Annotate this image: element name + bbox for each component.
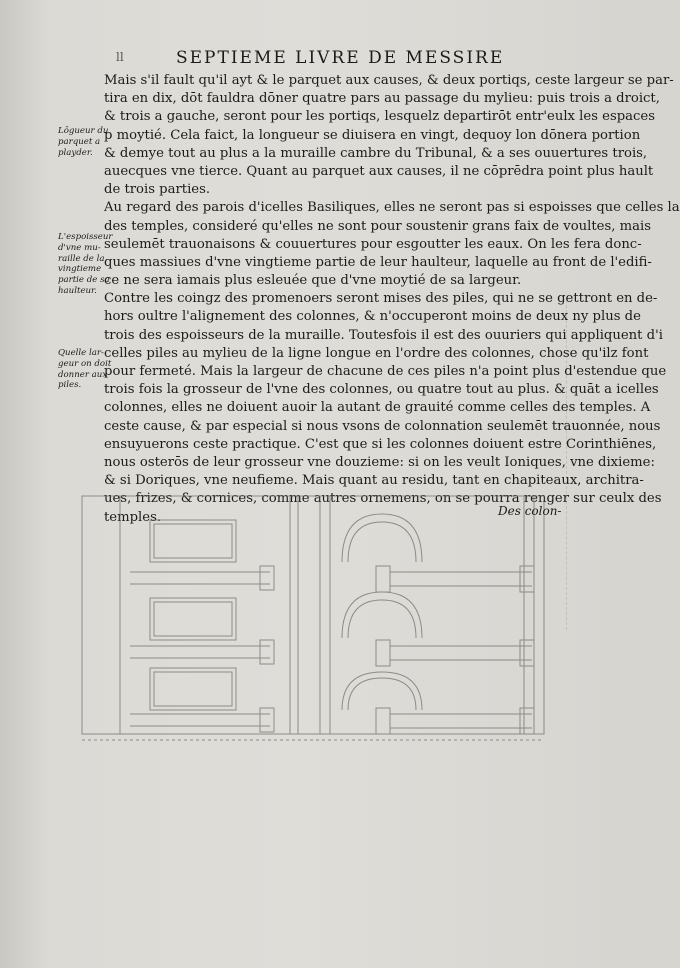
- margin-note-line: donner aux: [58, 369, 108, 380]
- text-line: ceste cause, & par especial si nous vsons de colonnation seulemēt trauonnée, nous: [104, 418, 661, 434]
- text-line: ensuyuerons ceste practique. C'est que si les colonnes doiuent estre Corinthiēnes,: [104, 436, 657, 452]
- running-header: SEPTIEME LIVRE DE MESSIRE: [176, 48, 505, 68]
- margin-note-line: d'vne mu-: [58, 242, 101, 253]
- margin-note-line: Quelle lar-: [58, 348, 104, 358]
- margin-note-pier-width: [58, 348, 112, 391]
- margin-note-line: raille de la: [58, 253, 105, 264]
- text-line: & demye tout au plus a la muraille cambre du Tribunal, & a ses ouuertures trois,: [104, 145, 648, 161]
- text-line: Au regard des parois d'icelles Basiliques, elles ne seront pas si espoisses que celles la: [104, 200, 680, 216]
- text-line: trois fois la grosseur de l'vne des colonnes, ou quatre tout au plus. & quāt a icelles: [104, 382, 659, 398]
- margin-note-line: partie de sa: [58, 275, 110, 286]
- text-line: pour fermeté. Mais la largeur de chacune de ces piles n'a point plus d'estendue que: [104, 364, 667, 379]
- text-line: hors oultre l'alignement des colonnes, & n'occuperont moins de deux ny plus de: [104, 309, 641, 325]
- text-line: p moytié. Cela faict, la longueur se diuisera en vingt, dequoy lon dōnera portion: [104, 127, 641, 143]
- text-line: trois des espoisseurs de la muraille. Toutesfois il est des ouuriers qui appliquent d'i: [104, 327, 663, 343]
- folio-mark: ll: [116, 50, 124, 64]
- margin-note-line: vingtieme: [58, 264, 102, 275]
- text-line: Mais s'il fault qu'il ayt & le parquet aux causes, & deux portiqs, ceste largeur se par-: [104, 73, 674, 88]
- text-line: & trois a gauche, seront pour les portiqs, lesquelz departirōt entr'eulx les espaces: [104, 109, 655, 125]
- text-line: & si Doriques, vne neufieme. Mais quant au residu, tant en chapiteaux, architra-: [104, 473, 644, 489]
- text-line: Contre les coingz des promenoers seront mises des piles, qui ne se gettront en de-: [104, 291, 658, 307]
- text-line: colonnes, elles ne doiuent auoir la autant de grauité comme celles des temples. A: [104, 400, 651, 416]
- text-line: auecques vne tierce. Quant au parquet aux causes, il ne cōprēdra point plus hault: [104, 163, 654, 179]
- margin-note-line: Lōgueur du: [58, 126, 109, 136]
- text-line: des temples, consideré qu'elles ne sont pour soustenir grans faix de voultes, mais: [104, 218, 651, 234]
- margin-note-line: piles.: [58, 380, 82, 391]
- text-line: nous osterōs de leur grosseur vne douzieme: si on les veult Ioniques, vne dixieme:: [104, 454, 655, 470]
- text-line: seulemēt trauonaisons & couuertures pour esgoutter les eaux. On les fera donc-: [104, 236, 642, 252]
- catchword: Des colon-: [498, 504, 562, 518]
- margin-note-line: playder.: [58, 147, 93, 158]
- margin-note-line: L'espoisseur: [58, 232, 113, 242]
- text-line: ques massiues d'vne vingtieme partie de leur haulteur, laquelle au front de l'edifi-: [104, 254, 652, 270]
- margin-note-line: geur on doit: [58, 358, 112, 369]
- main-text-block: [104, 72, 680, 527]
- show-through-marks: [566, 300, 581, 630]
- margin-note-length-of-court: [58, 126, 109, 158]
- text-line: celles piles au mylieu de la ligne longue en l'ordre des colonnes, chose qu'ilz font: [104, 345, 649, 361]
- text-line: temples.: [104, 509, 162, 525]
- margin-note-line: parquet a: [58, 136, 101, 147]
- text-line: ce ne sera iamais plus esleuée que d'vne moytié de sa largeur.: [104, 273, 522, 289]
- text-line: ues, frizes, & cornices, comme autres ornemens, on se pourra renger sur ceulx des: [104, 491, 662, 507]
- text-line: de trois parties.: [104, 182, 211, 198]
- basilica-plan-illustration: [80, 492, 550, 742]
- margin-note-wall-thickness: [58, 232, 113, 297]
- text-line: tira en dix, dōt fauldra dōner quatre pars au passage du mylieu: puis trois a droict,: [104, 91, 660, 107]
- margin-note-line: haulteur.: [58, 285, 97, 296]
